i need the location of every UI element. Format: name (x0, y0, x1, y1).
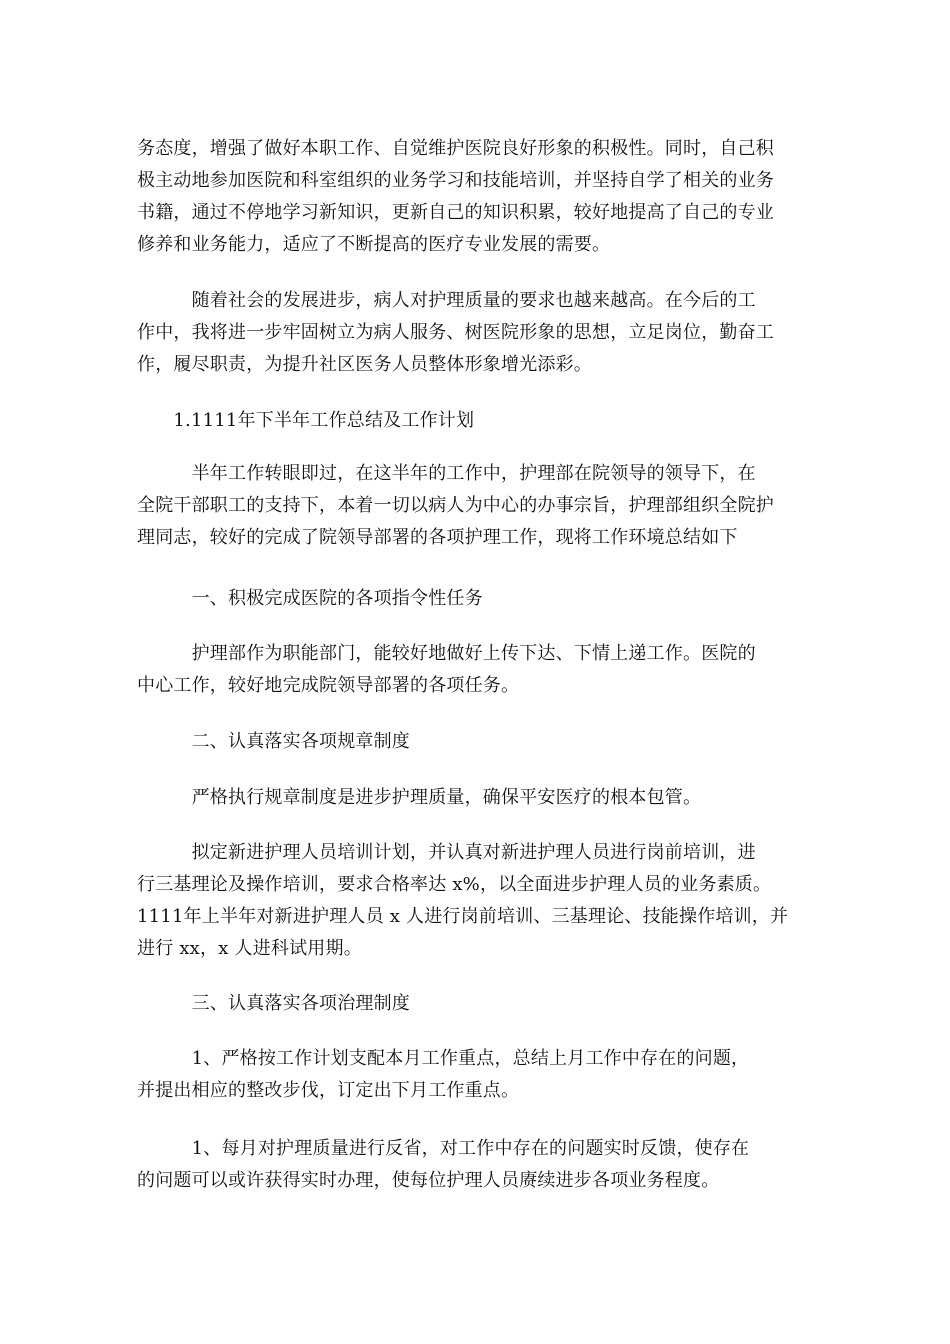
text-line: 1111年上半年对新进护理人员 x 人进行岗前培训、三基理论、技能操作培训，并 (137, 906, 789, 927)
heading-one (137, 583, 823, 615)
text-line: 进行 xx，x 人进科试用期。 (137, 938, 362, 959)
text-line: 三、认真落实各项治理制度 (137, 993, 410, 1014)
paragraph-future-work (137, 285, 823, 381)
text-line: 修养和业务能力，适应了不断提高的医疗专业发展的需要。 (137, 234, 611, 255)
text-line: 行三基理论及操作培训，要求合格率达 x%，以全面进步护理人员的业务素质。 (137, 874, 772, 895)
text-line: 1、严格按工作计划支配本月工作重点，总结上月工作中存在的问题， (137, 1048, 750, 1069)
text-line: 理同志，较好的完成了院领导部署的各项护理工作，现将工作环境总结如下 (137, 527, 738, 548)
text-line: 半年工作转眼即过，在这半年的工作中，护理部在院领导的领导下，在 (137, 463, 756, 484)
heading-three (137, 988, 823, 1020)
paragraph-half-year-intro (137, 458, 823, 554)
paragraph-training-plan (137, 837, 823, 965)
heading-two (137, 726, 823, 758)
text-line: 一、积极完成医院的各项指令性任务 (137, 588, 483, 609)
text-line: 随着社会的发展进步，病人对护理质量的要求也越来越高。在今后的工 (137, 290, 756, 311)
paragraph-work-attitude (137, 133, 823, 261)
text-line: 护理部作为职能部门，能较好地做好上传下达、下情上递工作。医院的 (137, 643, 756, 664)
text-line: 极主动地参加医院和科室组织的业务学习和技能培训，并坚持自学了相关的业务 (137, 170, 774, 191)
text-line: 1、每月对护理质量进行反省，对工作中存在的问题实时反馈，使存在 (137, 1138, 750, 1159)
text-line: 的问题可以或许获得实时办理，使每位护理人员赓续进步各项业务程度。 (137, 1170, 720, 1191)
text-line: 中心工作，较好地完成院领导部署的各项任务。 (137, 675, 520, 696)
paragraph-item-1b (137, 1133, 823, 1197)
text-line: 作，履尽职责，为提升社区医务人员整体形象增光添彩。 (137, 354, 592, 375)
text-line: 拟定新进护理人员培训计划，并认真对新进护理人员进行岗前培训，进 (137, 842, 756, 863)
text-line: 书籍，通过不停地学习新知识，更新自己的知识积累，较好地提高了自己的专业 (137, 202, 774, 223)
text-line: 严格执行规章制度是进步护理质量，确保平安医疗的根本包管。 (137, 787, 702, 808)
text-line: 务态度，增强了做好本职工作、自觉维护医院良好形象的积极性。同时，自己积 (137, 138, 774, 159)
paragraph-rules (137, 782, 823, 814)
paragraph-item-1a (137, 1043, 823, 1107)
paragraph-nursing-department (137, 638, 823, 702)
section-title (137, 405, 823, 437)
text-line: 作中，我将进一步牢固树立为病人服务、树医院形象的思想，立足岗位，勤奋工 (137, 322, 774, 343)
text-line: 二、认真落实各项规章制度 (137, 731, 410, 752)
text-line: 并提出相应的整改步伐，订定出下月工作重点。 (137, 1080, 520, 1101)
text-line: 1.1111年下半年工作总结及工作计划 (137, 410, 475, 431)
text-line: 全院干部职工的支持下，本着一切以病人为中心的办事宗旨，护理部组织全院护 (137, 495, 774, 516)
